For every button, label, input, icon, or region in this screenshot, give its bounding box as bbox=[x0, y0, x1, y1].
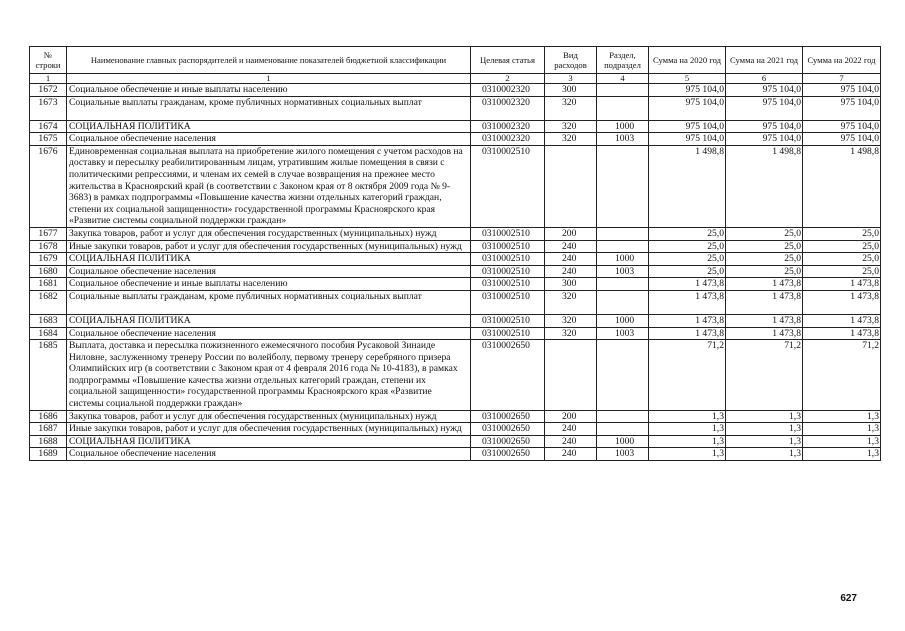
sum-2020-cell: 1 473,8 bbox=[649, 278, 726, 291]
sum-2020-cell: 975 104,0 bbox=[649, 96, 726, 120]
expense-type-cell: 240 bbox=[545, 435, 597, 448]
name-cell: СОЦИАЛЬНАЯ ПОЛИТИКА bbox=[67, 253, 471, 266]
section-cell: 1003 bbox=[597, 133, 649, 146]
section-cell bbox=[597, 96, 649, 120]
table-row bbox=[30, 435, 881, 448]
sum-2021-cell: 1 473,8 bbox=[726, 278, 803, 291]
name-cell: Иные закупки товаров, работ и услуг для обеспечения государственных (муниципальных) нужд bbox=[67, 423, 471, 436]
expense-type-cell: 320 bbox=[545, 133, 597, 146]
name-cell: Единовременная социальная выплата на приобретение жилого помещения с учетом расходов на доставку и пересылку реабилитированным лицам, утратившим жилые помещения в связи с политическими репрессиями, и членам их семей в случае возвращения на прежнее место жительства в Красноярский край (в соответствии с Законом края от 8 октября 2009 года № 9-3683) в рамках подпрограммы «Повышение качества жизни отдельных категорий граждан, степени их социальной защищенности» государственной программы Красноярского края «Развитие системы социальной поддержки граждан» bbox=[67, 145, 471, 227]
target-article-cell: 0310002650 bbox=[471, 410, 545, 423]
header-sum-2022: Сумма на 2022 год bbox=[803, 47, 881, 74]
table-row bbox=[30, 448, 881, 461]
name-cell: Социальное обеспечение и иные выплаты населению bbox=[67, 278, 471, 291]
sum-2020-cell: 1,3 bbox=[649, 448, 726, 461]
row-number-cell: 1686 bbox=[30, 410, 67, 423]
expense-type-cell: 200 bbox=[545, 227, 597, 240]
name-cell: Закупка товаров, работ и услуг для обеспечения государственных (муниципальных) нужд bbox=[67, 227, 471, 240]
sum-2021-cell: 25,0 bbox=[726, 265, 803, 278]
target-article-cell: 0310002510 bbox=[471, 327, 545, 340]
table-row bbox=[30, 253, 881, 266]
target-article-cell: 0310002510 bbox=[471, 290, 545, 314]
sum-2021-cell: 1 473,8 bbox=[726, 327, 803, 340]
sum-2021-cell: 1 473,8 bbox=[726, 314, 803, 327]
target-article-cell: 0310002510 bbox=[471, 314, 545, 327]
section-cell bbox=[597, 423, 649, 436]
row-number-cell: 1672 bbox=[30, 84, 67, 97]
column-number: 1 bbox=[30, 74, 67, 84]
sum-2022-cell: 975 104,0 bbox=[803, 84, 881, 97]
expense-type-cell: 200 bbox=[545, 410, 597, 423]
sum-2020-cell: 1,3 bbox=[649, 410, 726, 423]
row-number-cell: 1682 bbox=[30, 290, 67, 314]
row-number-cell: 1685 bbox=[30, 340, 67, 411]
section-cell: 1000 bbox=[597, 314, 649, 327]
sum-2020-cell: 25,0 bbox=[649, 253, 726, 266]
section-cell bbox=[597, 410, 649, 423]
name-cell: СОЦИАЛЬНАЯ ПОЛИТИКА bbox=[67, 120, 471, 133]
expense-type-cell bbox=[545, 145, 597, 227]
column-number: 1 bbox=[67, 74, 471, 84]
target-article-cell: 0310002510 bbox=[471, 240, 545, 253]
sum-2021-cell: 1,3 bbox=[726, 448, 803, 461]
sum-2020-cell: 25,0 bbox=[649, 240, 726, 253]
section-cell bbox=[597, 84, 649, 97]
name-cell: Социальное обеспечение и иные выплаты населению bbox=[67, 84, 471, 97]
sum-2020-cell: 1,3 bbox=[649, 423, 726, 436]
row-number-cell: 1678 bbox=[30, 240, 67, 253]
table-row bbox=[30, 327, 881, 340]
name-cell: Социальные выплаты гражданам, кроме публичных нормативных социальных выплат bbox=[67, 290, 471, 314]
sum-2022-cell: 25,0 bbox=[803, 240, 881, 253]
target-article-cell: 0310002510 bbox=[471, 227, 545, 240]
header-name: Наименование главных распорядителей и наименование показателей бюджетной классификации bbox=[67, 47, 471, 74]
sum-2022-cell: 975 104,0 bbox=[803, 133, 881, 146]
sum-2020-cell: 1,3 bbox=[649, 435, 726, 448]
sum-2020-cell: 25,0 bbox=[649, 227, 726, 240]
sum-2022-cell: 1,3 bbox=[803, 410, 881, 423]
sum-2021-cell: 1 473,8 bbox=[726, 290, 803, 314]
sum-2021-cell: 975 104,0 bbox=[726, 96, 803, 120]
row-number-cell: 1673 bbox=[30, 96, 67, 120]
column-number: 7 bbox=[803, 74, 881, 84]
expense-type-cell: 320 bbox=[545, 327, 597, 340]
section-cell bbox=[597, 227, 649, 240]
expense-type-cell: 240 bbox=[545, 240, 597, 253]
expense-type-cell: 320 bbox=[545, 314, 597, 327]
sum-2021-cell: 975 104,0 bbox=[726, 133, 803, 146]
sum-2022-cell: 25,0 bbox=[803, 227, 881, 240]
budget-table bbox=[29, 46, 881, 461]
header-sum-2020: Сумма на 2020 год bbox=[649, 47, 726, 74]
section-cell: 1000 bbox=[597, 120, 649, 133]
sum-2022-cell: 975 104,0 bbox=[803, 96, 881, 120]
sum-2021-cell: 25,0 bbox=[726, 227, 803, 240]
section-cell: 1000 bbox=[597, 435, 649, 448]
table-row bbox=[30, 278, 881, 291]
target-article-cell: 0310002510 bbox=[471, 145, 545, 227]
sum-2020-cell: 71,2 bbox=[649, 340, 726, 411]
sum-2021-cell: 25,0 bbox=[726, 240, 803, 253]
expense-type-cell: 300 bbox=[545, 278, 597, 291]
table-row bbox=[30, 145, 881, 227]
expense-type-cell bbox=[545, 340, 597, 411]
row-number-cell: 1684 bbox=[30, 327, 67, 340]
sum-2021-cell: 1,3 bbox=[726, 435, 803, 448]
header-expense-type: Вид расходов bbox=[545, 47, 597, 74]
name-cell: Закупка товаров, работ и услуг для обеспечения государственных (муниципальных) нужд bbox=[67, 410, 471, 423]
column-number: 4 bbox=[597, 74, 649, 84]
sum-2020-cell: 975 104,0 bbox=[649, 84, 726, 97]
sum-2022-cell: 1,3 bbox=[803, 448, 881, 461]
sum-2021-cell: 1,3 bbox=[726, 423, 803, 436]
table-body bbox=[30, 84, 881, 461]
row-number-cell: 1681 bbox=[30, 278, 67, 291]
section-cell: 1003 bbox=[597, 327, 649, 340]
sum-2022-cell: 975 104,0 bbox=[803, 120, 881, 133]
target-article-cell: 0310002320 bbox=[471, 84, 545, 97]
section-cell bbox=[597, 290, 649, 314]
row-number-cell: 1677 bbox=[30, 227, 67, 240]
expense-type-cell: 300 bbox=[545, 84, 597, 97]
table-row bbox=[30, 290, 881, 314]
name-cell: Иные закупки товаров, работ и услуг для обеспечения государственных (муниципальных) нужд bbox=[67, 240, 471, 253]
target-article-cell: 0310002320 bbox=[471, 120, 545, 133]
expense-type-cell: 320 bbox=[545, 120, 597, 133]
row-number-cell: 1687 bbox=[30, 423, 67, 436]
column-number: 6 bbox=[726, 74, 803, 84]
section-cell bbox=[597, 240, 649, 253]
header-row bbox=[30, 47, 881, 74]
target-article-cell: 0310002650 bbox=[471, 423, 545, 436]
row-number-cell: 1675 bbox=[30, 133, 67, 146]
row-number-cell: 1679 bbox=[30, 253, 67, 266]
sum-2022-cell: 1 473,8 bbox=[803, 327, 881, 340]
sum-2022-cell: 1 473,8 bbox=[803, 290, 881, 314]
target-article-cell: 0310002510 bbox=[471, 265, 545, 278]
table-row bbox=[30, 133, 881, 146]
sum-2021-cell: 71,2 bbox=[726, 340, 803, 411]
sum-2021-cell: 1 498,8 bbox=[726, 145, 803, 227]
sum-2020-cell: 25,0 bbox=[649, 265, 726, 278]
sum-2020-cell: 1 498,8 bbox=[649, 145, 726, 227]
row-number-cell: 1680 bbox=[30, 265, 67, 278]
expense-type-cell: 240 bbox=[545, 423, 597, 436]
target-article-cell: 0310002510 bbox=[471, 278, 545, 291]
name-cell: СОЦИАЛЬНАЯ ПОЛИТИКА bbox=[67, 314, 471, 327]
header-sum-2021: Сумма на 2021 год bbox=[726, 47, 803, 74]
table-row bbox=[30, 423, 881, 436]
row-number-cell: 1683 bbox=[30, 314, 67, 327]
section-cell: 1003 bbox=[597, 265, 649, 278]
section-cell: 1003 bbox=[597, 448, 649, 461]
sum-2020-cell: 1 473,8 bbox=[649, 314, 726, 327]
sum-2021-cell: 25,0 bbox=[726, 253, 803, 266]
row-number-cell: 1674 bbox=[30, 120, 67, 133]
name-cell: Социальное обеспечение населения bbox=[67, 133, 471, 146]
expense-type-cell: 240 bbox=[545, 448, 597, 461]
expense-type-cell: 320 bbox=[545, 96, 597, 120]
sum-2022-cell: 1 473,8 bbox=[803, 314, 881, 327]
header-section: Раздел, подраздел bbox=[597, 47, 649, 74]
sum-2022-cell: 1,3 bbox=[803, 435, 881, 448]
name-cell: Социальное обеспечение населения bbox=[67, 327, 471, 340]
target-article-cell: 0310002510 bbox=[471, 253, 545, 266]
name-cell: СОЦИАЛЬНАЯ ПОЛИТИКА bbox=[67, 435, 471, 448]
sum-2022-cell: 1,3 bbox=[803, 423, 881, 436]
sum-2021-cell: 975 104,0 bbox=[726, 120, 803, 133]
target-article-cell: 0310002650 bbox=[471, 435, 545, 448]
sum-2021-cell: 975 104,0 bbox=[726, 84, 803, 97]
sum-2022-cell: 25,0 bbox=[803, 265, 881, 278]
expense-type-cell: 240 bbox=[545, 253, 597, 266]
target-article-cell: 0310002320 bbox=[471, 96, 545, 120]
name-cell: Социальные выплаты гражданам, кроме публичных нормативных социальных выплат bbox=[67, 96, 471, 120]
table-row bbox=[30, 96, 881, 120]
column-number: 5 bbox=[649, 74, 726, 84]
table-row bbox=[30, 84, 881, 97]
expense-type-cell: 240 bbox=[545, 265, 597, 278]
sum-2020-cell: 975 104,0 bbox=[649, 120, 726, 133]
column-numbers-row bbox=[30, 74, 881, 84]
sum-2020-cell: 1 473,8 bbox=[649, 290, 726, 314]
sum-2022-cell: 1 473,8 bbox=[803, 278, 881, 291]
header-target-article: Целевая статья bbox=[471, 47, 545, 74]
sum-2020-cell: 975 104,0 bbox=[649, 133, 726, 146]
column-number: 3 bbox=[545, 74, 597, 84]
expense-type-cell: 320 bbox=[545, 290, 597, 314]
row-number-cell: 1689 bbox=[30, 448, 67, 461]
column-number: 2 bbox=[471, 74, 545, 84]
page-number: 627 bbox=[840, 593, 857, 604]
table-row bbox=[30, 340, 881, 411]
table-row bbox=[30, 314, 881, 327]
sum-2022-cell: 71,2 bbox=[803, 340, 881, 411]
name-cell: Социальное обеспечение населения bbox=[67, 448, 471, 461]
section-cell bbox=[597, 340, 649, 411]
row-number-cell: 1688 bbox=[30, 435, 67, 448]
name-cell: Социальное обеспечение населения bbox=[67, 265, 471, 278]
target-article-cell: 0310002650 bbox=[471, 340, 545, 411]
section-cell bbox=[597, 278, 649, 291]
target-article-cell: 0310002320 bbox=[471, 133, 545, 146]
sum-2021-cell: 1,3 bbox=[726, 410, 803, 423]
section-cell: 1000 bbox=[597, 253, 649, 266]
name-cell: Выплата, доставка и пересылка пожизненного ежемесячного пособия Русаковой Зинаиде Ниловне, заслуженному тренеру России по волейболу, первому тренеру серебряного призера Олимпийских игр (в соответствии с Законом края от 4 февраля 2016 года № 10-4183), в рамках подпрограммы «Повышение качества жизни отдельных категорий граждан, степени их социальной защищенности» государственной программы Красноярского края «Развитие системы социальной поддержки граждан» bbox=[67, 340, 471, 411]
section-cell bbox=[597, 145, 649, 227]
target-article-cell: 0310002650 bbox=[471, 448, 545, 461]
row-number-cell: 1676 bbox=[30, 145, 67, 227]
table-row bbox=[30, 265, 881, 278]
sum-2022-cell: 25,0 bbox=[803, 253, 881, 266]
table-row bbox=[30, 410, 881, 423]
sum-2022-cell: 1 498,8 bbox=[803, 145, 881, 227]
header-row-number: № строки bbox=[30, 47, 67, 74]
table-row bbox=[30, 120, 881, 133]
sum-2020-cell: 1 473,8 bbox=[649, 327, 726, 340]
table-row bbox=[30, 240, 881, 253]
table-row bbox=[30, 227, 881, 240]
